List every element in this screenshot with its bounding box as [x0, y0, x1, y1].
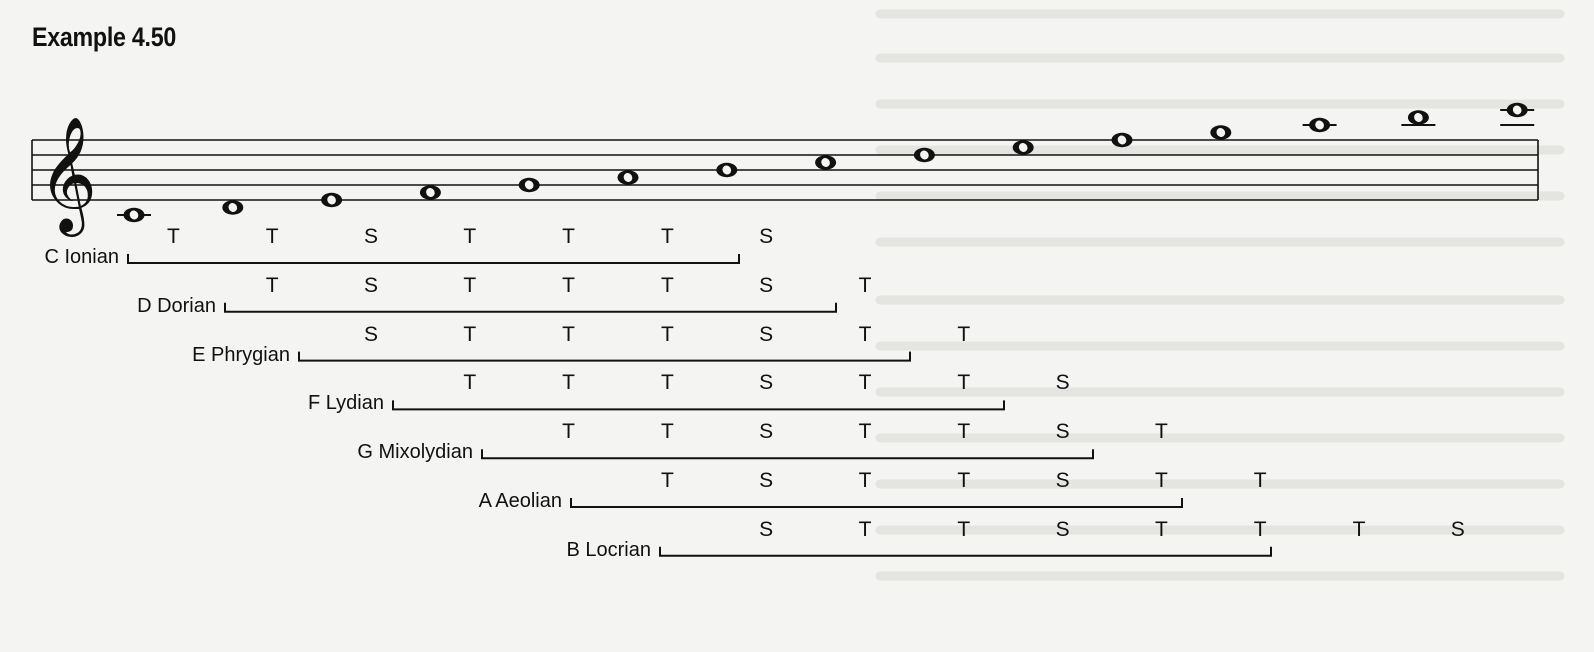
step-label: T	[1352, 517, 1366, 541]
step-label: S	[759, 225, 774, 248]
whole-note-G5	[1210, 125, 1231, 139]
step-label: S	[1055, 420, 1070, 444]
step-label: T	[265, 273, 279, 297]
step-label: T	[858, 420, 872, 444]
step-label: T	[265, 225, 279, 248]
whole-note-F5	[1112, 133, 1133, 147]
step-label: T	[858, 469, 872, 492]
mode-label: E Phrygian	[192, 343, 290, 366]
whole-note-D5	[914, 148, 935, 162]
step-label: T	[957, 322, 971, 346]
step-label: T	[1253, 469, 1267, 492]
step-label: T	[166, 225, 180, 248]
mode-label: A Aeolian	[478, 490, 562, 512]
step-label: T	[1154, 517, 1168, 541]
mode-label: C Ionian	[44, 246, 119, 268]
mode-bracket	[482, 449, 1093, 458]
step-label: T	[660, 322, 674, 346]
step-label: S	[363, 322, 378, 346]
step-label: T	[1154, 420, 1168, 444]
step-label: S	[759, 420, 774, 444]
staff-lines	[32, 140, 1538, 200]
step-label: T	[463, 322, 477, 346]
mode-label: B Locrian	[566, 538, 651, 561]
treble-clef-icon: 𝄞	[38, 115, 98, 232]
step-label: S	[1055, 469, 1070, 492]
mode-label: G Mixolydian	[357, 441, 473, 464]
step-label: T	[660, 469, 674, 492]
whole-note-A5	[1303, 118, 1337, 132]
whole-note-E5	[1013, 140, 1034, 154]
brackets-layer	[128, 254, 1271, 556]
step-label: T	[463, 371, 477, 395]
step-label: S	[759, 273, 774, 297]
mode-bracket	[660, 547, 1271, 556]
step-label: T	[957, 469, 971, 492]
whole-note-G4	[519, 178, 540, 192]
step-label: T	[858, 517, 872, 541]
step-label: S	[363, 273, 378, 297]
step-label: S	[759, 517, 774, 541]
step-label: T	[858, 273, 872, 297]
whole-note-F4	[420, 185, 441, 199]
mode-label: D Dorian	[137, 294, 216, 317]
step-label: T	[957, 371, 971, 395]
whole-note-C6	[1500, 103, 1534, 125]
mode-bracket	[128, 254, 739, 263]
step-label: T	[463, 273, 477, 297]
step-label: T	[562, 322, 575, 346]
mode-bracket	[571, 498, 1182, 507]
whole-note-A4	[618, 170, 639, 184]
mode-bracket	[299, 352, 910, 361]
step-label: S	[759, 469, 774, 492]
whole-note-E4	[321, 193, 342, 207]
mode-bracket	[225, 303, 836, 312]
whole-note-C4	[117, 208, 151, 222]
step-label: S	[759, 371, 774, 395]
step-label: S	[363, 225, 378, 248]
step-label: T	[463, 225, 477, 248]
whole-note-B5	[1401, 110, 1435, 125]
step-label: T	[957, 420, 971, 444]
step-label: T	[858, 322, 872, 346]
mode-bracket	[393, 400, 1004, 409]
example-title: Example 4.50	[32, 22, 177, 52]
step-label: T	[957, 517, 971, 541]
step-label: S	[1055, 517, 1070, 541]
step-label: S	[1450, 517, 1465, 541]
step-label: T	[562, 420, 575, 444]
step-label: T	[660, 273, 674, 297]
step-label: S	[1055, 371, 1070, 395]
whole-note-C5	[815, 155, 836, 169]
whole-note-D4	[222, 200, 243, 214]
step-label: T	[660, 371, 674, 395]
step-label: T	[858, 371, 872, 395]
step-label: T	[562, 273, 575, 297]
mode-label: F Lydian	[308, 392, 384, 415]
step-label: T	[1253, 517, 1267, 541]
step-label: S	[759, 322, 774, 346]
step-label: T	[660, 225, 674, 248]
step-label: T	[660, 420, 674, 444]
whole-note-B4	[716, 163, 737, 177]
step-label: T	[562, 225, 575, 248]
step-label: T	[1154, 469, 1168, 492]
step-label: T	[562, 371, 575, 395]
notes-layer	[117, 95, 1594, 222]
